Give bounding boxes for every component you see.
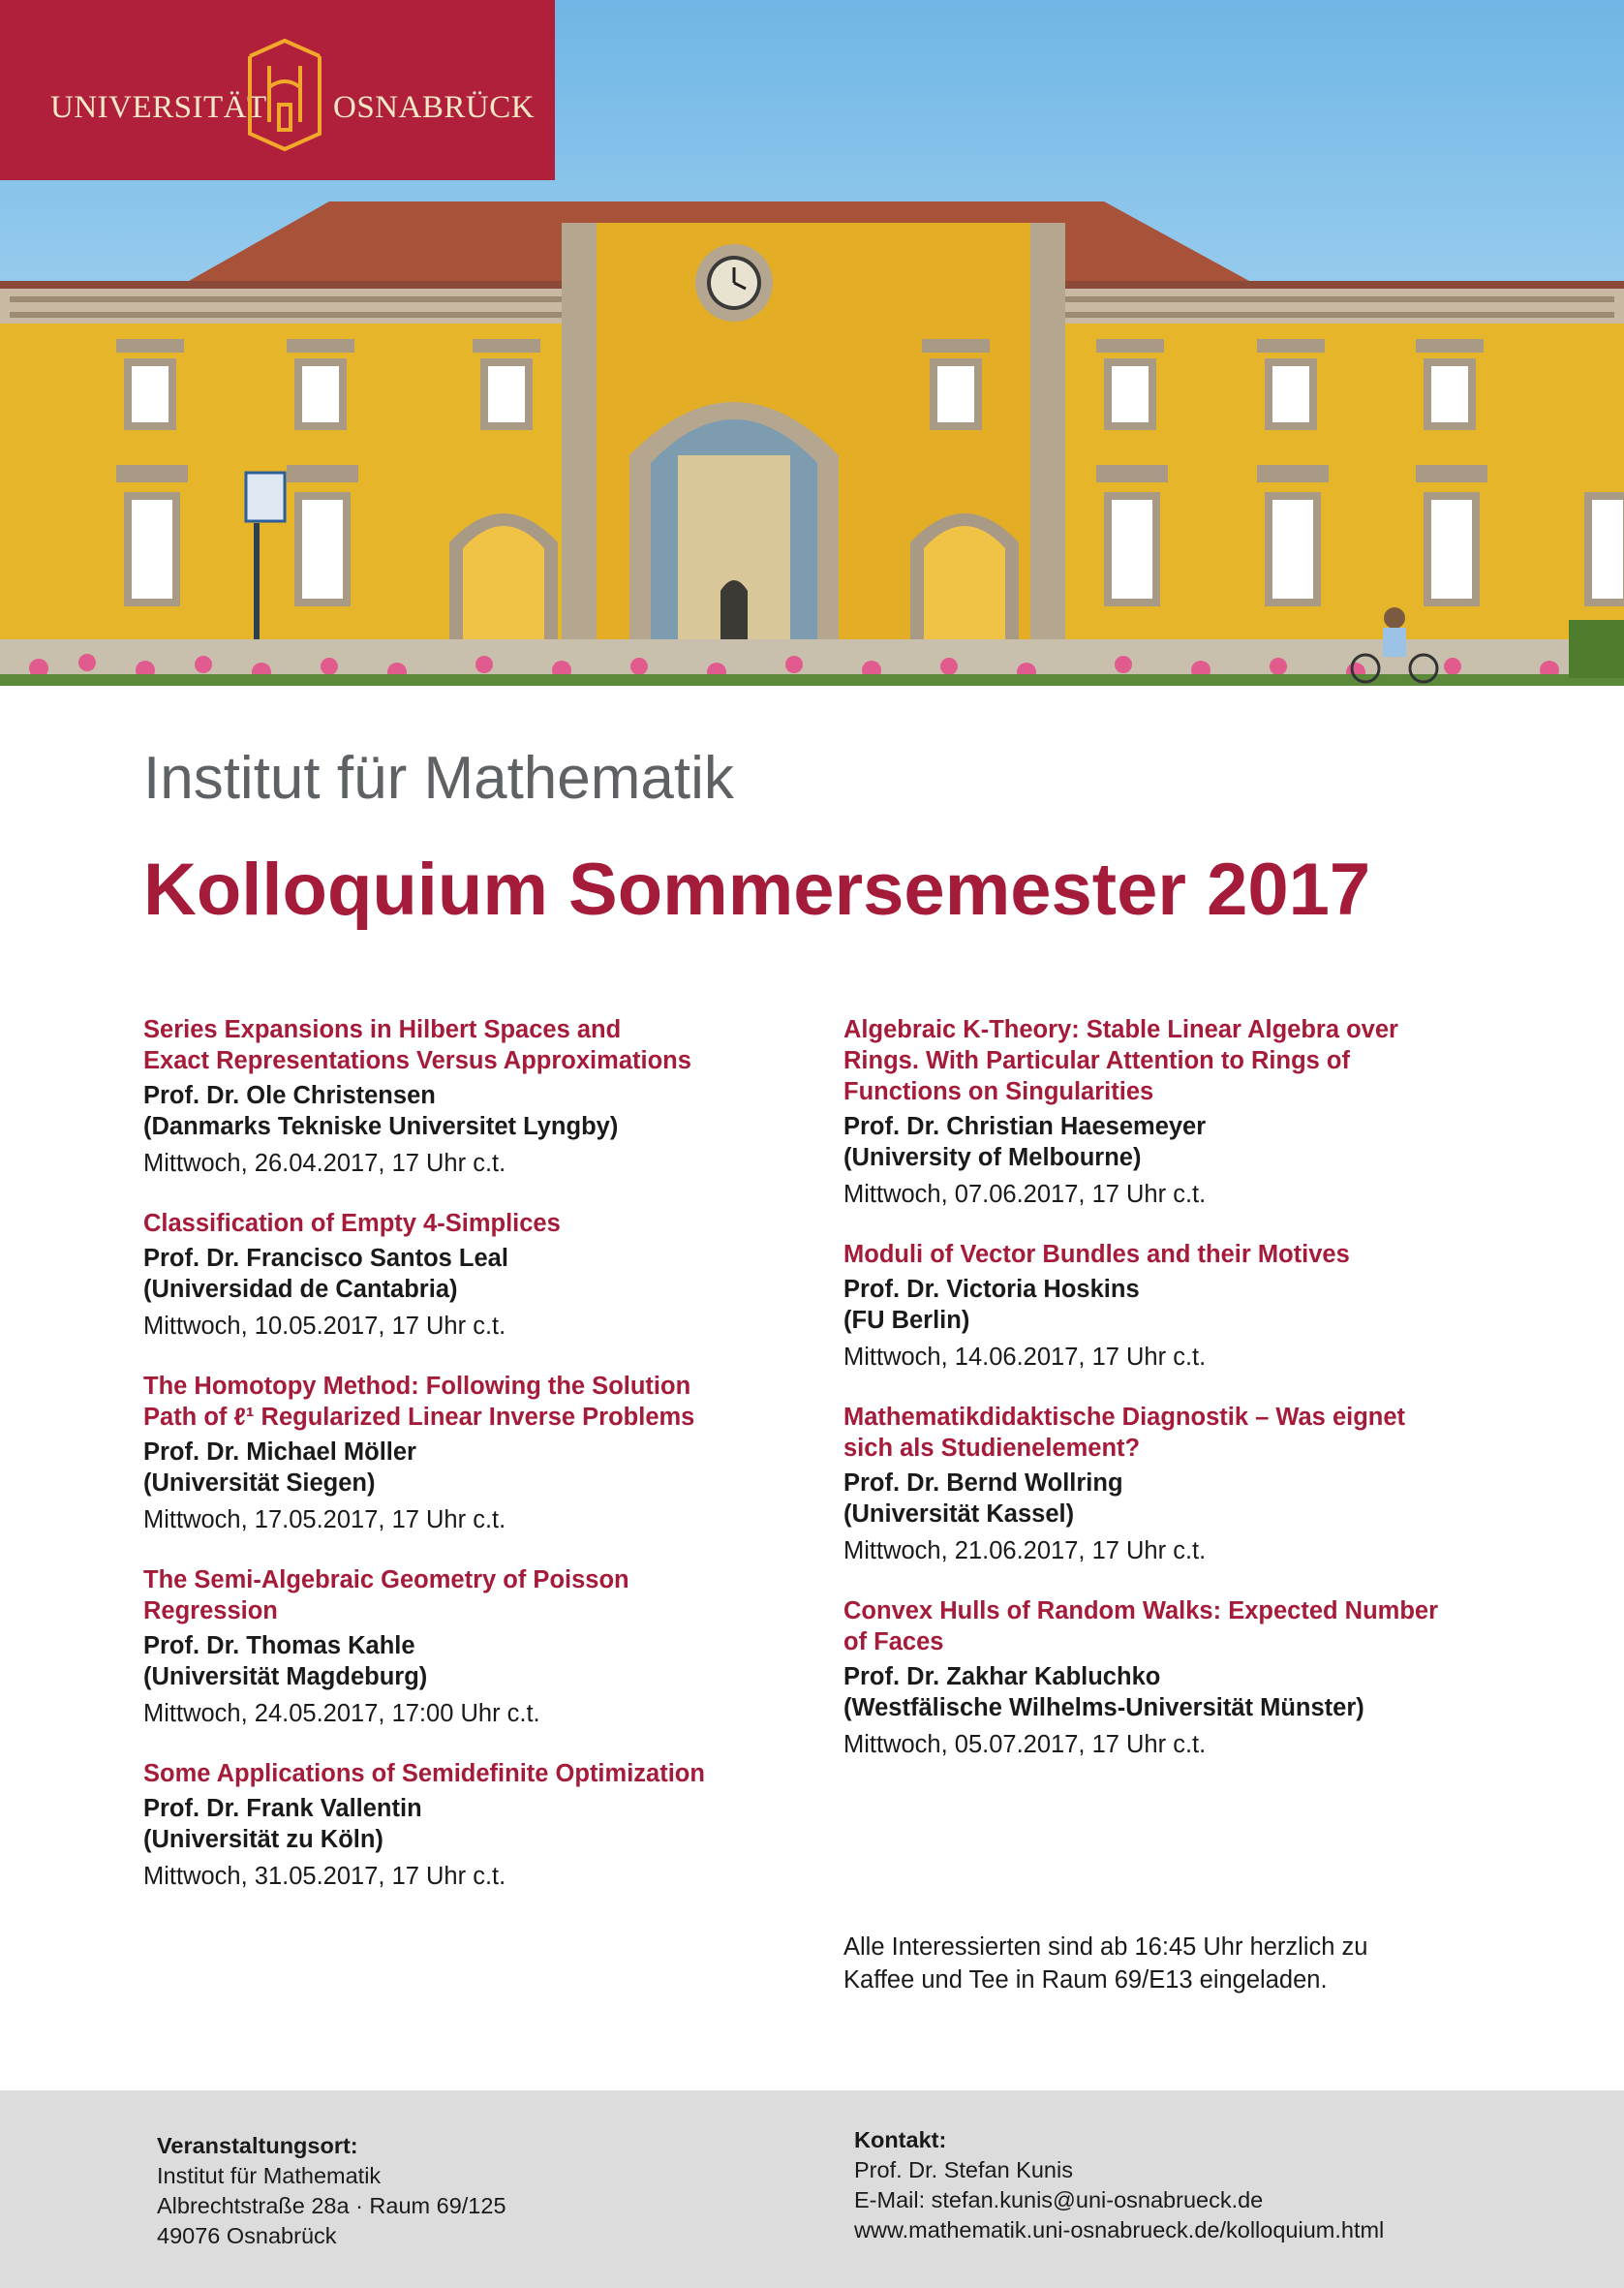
- talks-column-left: [143, 1014, 802, 1921]
- talk-speaker: Prof. Dr. Thomas Kahle: [143, 1632, 415, 1659]
- logo-text-osnabrueck: OSNABRÜCK: [333, 90, 536, 125]
- talk-title: Convex Hulls of Random Walks: Expected Number of Faces: [843, 1597, 1439, 1655]
- institute-name: Institut für Mathematik: [143, 745, 734, 812]
- talk-speaker: Prof. Dr. Victoria Hoskins: [843, 1276, 1140, 1303]
- talk-affiliation: (Danmarks Tekniske Universitet Lyngby): [143, 1113, 619, 1140]
- castle-emblem-icon: [240, 37, 329, 153]
- talk-entry: [143, 1758, 802, 1892]
- talk-entry: [843, 1402, 1521, 1566]
- contact-email[interactable]: E-Mail: stefan.kunis@uni-osnabrueck.de: [854, 2187, 1264, 2212]
- talk-affiliation: (Universität Magdeburg): [143, 1663, 428, 1690]
- talk-title: The Semi-Algebraic Geometry of Poisson Regression: [143, 1566, 629, 1624]
- talk-speaker: Prof. Dr. Christian Haesemeyer: [843, 1113, 1207, 1140]
- talk-date: Mittwoch, 21.06.2017, 17 Uhr c.t.: [843, 1537, 1207, 1564]
- venue-line: Albrechtstraße 28a · Raum 69/125: [157, 2193, 506, 2218]
- talk-title: The Homotopy Method: Following the Solution Path of ℓ¹ Regularized Linear Inverse Problems: [143, 1373, 695, 1431]
- talk-affiliation: (Universidad de Cantabria): [143, 1276, 458, 1303]
- university-logo: [0, 0, 555, 180]
- coffee-invitation: Alle Interessierten sind ab 16:45 Uhr herzlich zu Kaffee und Tee in Raum 69/E13 eingeladen.: [843, 1933, 1368, 1994]
- talk-speaker: Prof. Dr. Michael Möller: [143, 1438, 416, 1466]
- talk-entry: [843, 1595, 1521, 1760]
- contact-heading: Kontakt:: [854, 2127, 947, 2152]
- talk-affiliation: (University of Melbourne): [843, 1144, 1142, 1171]
- talk-entry: [843, 1239, 1521, 1373]
- talk-date: Mittwoch, 31.05.2017, 17 Uhr c.t.: [143, 1863, 506, 1890]
- talk-affiliation: (Westfälische Wilhelms-Universität Münster): [843, 1694, 1364, 1721]
- talk-speaker: Prof. Dr. Bernd Wollring: [843, 1469, 1123, 1497]
- talk-date: Mittwoch, 26.04.2017, 17 Uhr c.t.: [143, 1150, 506, 1177]
- talk-speaker: Prof. Dr. Frank Vallentin: [143, 1795, 422, 1822]
- talk-entry: [143, 1371, 802, 1535]
- talk-speaker: Prof. Dr. Ole Christensen: [143, 1082, 436, 1109]
- talk-speaker: Prof. Dr. Francisco Santos Leal: [143, 1245, 508, 1272]
- talk-entry: [143, 1564, 802, 1729]
- venue-block: [157, 2131, 506, 2251]
- footer: [0, 2090, 1624, 2288]
- talk-affiliation: (Universität Siegen): [143, 1469, 376, 1497]
- header-photo: [0, 0, 1624, 686]
- talk-date: Mittwoch, 07.06.2017, 17 Uhr c.t.: [843, 1181, 1207, 1208]
- talk-title: Algebraic K-Theory: Stable Linear Algebra over Rings. With Particular Attention to Rings of Functions on Singularities: [843, 1016, 1398, 1105]
- venue-line: Institut für Mathematik: [157, 2163, 382, 2188]
- talk-affiliation: (Universität zu Köln): [143, 1826, 383, 1853]
- contact-website[interactable]: www.mathematik.uni-osnabrueck.de/kolloquium.html: [854, 2217, 1385, 2242]
- logo-text-universitaet: UNIVERSITÄT: [50, 90, 267, 125]
- talk-date: Mittwoch, 10.05.2017, 17 Uhr c.t.: [143, 1313, 506, 1340]
- contact-name: Prof. Dr. Stefan Kunis: [854, 2157, 1073, 2182]
- talk-date: Mittwoch, 24.05.2017, 17:00 Uhr c.t.: [143, 1700, 540, 1727]
- talk-title: Some Applications of Semidefinite Optimization: [143, 1760, 705, 1787]
- talk-entry: [143, 1014, 802, 1179]
- talks-column-right: [843, 1014, 1521, 1789]
- talk-title: Classification of Empty 4-Simplices: [143, 1210, 561, 1237]
- talk-title: Moduli of Vector Bundles and their Motives: [843, 1241, 1350, 1268]
- talk-title: Series Expansions in Hilbert Spaces and Exact Representations Versus Approximations: [143, 1016, 691, 1074]
- talk-date: Mittwoch, 05.07.2017, 17 Uhr c.t.: [843, 1731, 1207, 1758]
- talk-date: Mittwoch, 14.06.2017, 17 Uhr c.t.: [843, 1344, 1207, 1371]
- page-title: Kolloquium Sommersemester 2017: [143, 849, 1371, 931]
- talk-speaker: Prof. Dr. Zakhar Kabluchko: [843, 1663, 1161, 1690]
- talk-entry: [143, 1208, 802, 1342]
- talk-entry: [843, 1014, 1521, 1210]
- talk-date: Mittwoch, 17.05.2017, 17 Uhr c.t.: [143, 1506, 506, 1533]
- talk-title: Mathematikdidaktische Diagnostik – Was eignet sich als Studienelement?: [843, 1404, 1406, 1462]
- venue-line: 49076 Osnabrück: [157, 2223, 337, 2248]
- venue-heading: Veranstaltungsort:: [157, 2133, 358, 2158]
- talk-affiliation: (FU Berlin): [843, 1307, 970, 1334]
- talk-affiliation: (Universität Kassel): [843, 1500, 1075, 1528]
- contact-block: [854, 2125, 1384, 2245]
